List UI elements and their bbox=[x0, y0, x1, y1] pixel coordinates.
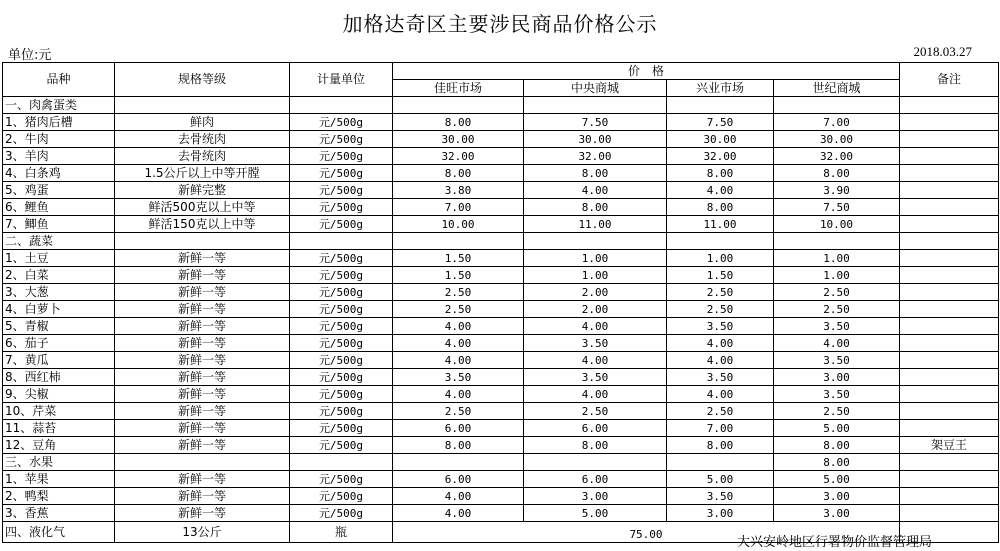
price-cell: 3.00 bbox=[774, 369, 900, 386]
item-name: 7、黄瓜 bbox=[3, 352, 115, 369]
item-spec: 鲜肉 bbox=[115, 114, 290, 131]
item-unit: 元/500g bbox=[290, 505, 393, 522]
item-note bbox=[900, 182, 999, 199]
empty-cell bbox=[900, 97, 999, 114]
item-spec: 1.5公斤以上中等开膛 bbox=[115, 165, 290, 182]
price-cell: 4.00 bbox=[524, 318, 667, 335]
item-name: 3、香蕉 bbox=[3, 505, 115, 522]
price-cell: 2.50 bbox=[774, 284, 900, 301]
section-row bbox=[3, 97, 999, 114]
price-cell: 6.00 bbox=[393, 471, 524, 488]
item-spec: 新鲜一等 bbox=[115, 250, 290, 267]
price-cell: 2.50 bbox=[393, 301, 524, 318]
empty-cell bbox=[900, 233, 999, 250]
item-name: 4、白萝卜 bbox=[3, 301, 115, 318]
table-row bbox=[3, 114, 999, 131]
price-cell: 2.00 bbox=[524, 301, 667, 318]
item-name: 12、豆角 bbox=[3, 437, 115, 454]
price-cell: 2.50 bbox=[667, 301, 774, 318]
price-cell: 3.50 bbox=[524, 369, 667, 386]
price-cell: 3.00 bbox=[774, 488, 900, 505]
price-cell: 5.00 bbox=[524, 505, 667, 522]
item-spec: 新鲜一等 bbox=[115, 352, 290, 369]
price-cell: 4.00 bbox=[393, 386, 524, 403]
price-cell: 3.00 bbox=[667, 505, 774, 522]
price-cell: 6.00 bbox=[524, 471, 667, 488]
table-row bbox=[3, 199, 999, 216]
price-cell: 2.50 bbox=[524, 403, 667, 420]
empty-cell bbox=[115, 454, 290, 471]
price-cell: 8.00 bbox=[393, 437, 524, 454]
page-title: 加格达奇区主要涉民商品价格公示 bbox=[342, 12, 658, 36]
table-row bbox=[3, 471, 999, 488]
price-cell: 8.00 bbox=[667, 199, 774, 216]
price-cell: 3.80 bbox=[393, 182, 524, 199]
price-cell: 75.00 bbox=[393, 522, 900, 543]
item-note bbox=[900, 301, 999, 318]
price-cell: 8.00 bbox=[524, 437, 667, 454]
price-cell bbox=[524, 233, 667, 250]
price-cell: 1.50 bbox=[667, 267, 774, 284]
table-row bbox=[3, 437, 999, 454]
empty-cell bbox=[900, 454, 999, 471]
item-spec: 去骨统肉 bbox=[115, 148, 290, 165]
item-unit: 元/500g bbox=[290, 114, 393, 131]
header-note: 备注 bbox=[900, 63, 999, 97]
item-note bbox=[900, 505, 999, 522]
price-cell: 4.00 bbox=[667, 335, 774, 352]
price-cell: 30.00 bbox=[524, 131, 667, 148]
price-cell: 30.00 bbox=[774, 131, 900, 148]
table-row bbox=[3, 165, 999, 182]
item-note bbox=[900, 420, 999, 437]
item-note bbox=[900, 284, 999, 301]
empty-cell bbox=[290, 97, 393, 114]
item-name: 7、鲫鱼 bbox=[3, 216, 115, 233]
price-cell: 3.50 bbox=[774, 386, 900, 403]
item-unit: 元/500g bbox=[290, 250, 393, 267]
price-cell: 1.50 bbox=[393, 250, 524, 267]
item-note bbox=[900, 352, 999, 369]
price-cell: 8.00 bbox=[393, 114, 524, 131]
price-cell bbox=[524, 97, 667, 114]
item-note bbox=[900, 488, 999, 505]
item-name: 2、白菜 bbox=[3, 267, 115, 284]
price-cell bbox=[667, 97, 774, 114]
header-variety: 品种 bbox=[3, 63, 115, 97]
price-cell bbox=[524, 454, 667, 471]
price-cell: 6.00 bbox=[524, 420, 667, 437]
price-cell: 10.00 bbox=[393, 216, 524, 233]
price-cell bbox=[667, 454, 774, 471]
table-row bbox=[3, 505, 999, 522]
price-cell: 6.00 bbox=[393, 420, 524, 437]
price-table bbox=[2, 62, 999, 543]
price-cell bbox=[774, 233, 900, 250]
item-note bbox=[900, 114, 999, 131]
item-name: 四、液化气 bbox=[3, 522, 115, 543]
price-cell bbox=[774, 97, 900, 114]
price-cell: 5.00 bbox=[774, 420, 900, 437]
item-unit: 元/500g bbox=[290, 386, 393, 403]
table-row bbox=[3, 216, 999, 233]
header-unit: 计量单位 bbox=[290, 63, 393, 97]
price-cell: 3.90 bbox=[774, 182, 900, 199]
item-spec: 新鲜一等 bbox=[115, 505, 290, 522]
unit-label: 单位:元 bbox=[8, 48, 52, 63]
price-cell: 1.00 bbox=[774, 250, 900, 267]
item-unit: 元/500g bbox=[290, 182, 393, 199]
item-spec: 新鲜一等 bbox=[115, 267, 290, 284]
item-unit: 元/500g bbox=[290, 284, 393, 301]
item-spec: 新鲜一等 bbox=[115, 318, 290, 335]
section-title: 一、肉禽蛋类 bbox=[3, 97, 115, 114]
price-cell: 30.00 bbox=[393, 131, 524, 148]
table-row bbox=[3, 488, 999, 505]
price-cell: 2.50 bbox=[393, 403, 524, 420]
item-unit: 元/500g bbox=[290, 199, 393, 216]
footer-issuer: 大兴安岭地区行署物价监督管理局 bbox=[736, 535, 932, 550]
item-unit: 元/500g bbox=[290, 216, 393, 233]
item-unit: 元/500g bbox=[290, 471, 393, 488]
item-spec: 新鲜一等 bbox=[115, 369, 290, 386]
item-spec: 新鲜一等 bbox=[115, 471, 290, 488]
item-spec: 新鲜完整 bbox=[115, 182, 290, 199]
price-cell: 30.00 bbox=[667, 131, 774, 148]
table-row bbox=[3, 250, 999, 267]
item-name: 4、白条鸡 bbox=[3, 165, 115, 182]
item-name: 1、苹果 bbox=[3, 471, 115, 488]
table-row bbox=[3, 301, 999, 318]
table-row bbox=[3, 420, 999, 437]
item-unit: 元/500g bbox=[290, 165, 393, 182]
table-row bbox=[3, 267, 999, 284]
item-note bbox=[900, 403, 999, 420]
header-market: 兴业市场 bbox=[667, 80, 774, 97]
item-unit: 元/500g bbox=[290, 267, 393, 284]
empty-cell bbox=[290, 233, 393, 250]
price-cell: 3.50 bbox=[667, 488, 774, 505]
table-row bbox=[3, 335, 999, 352]
price-cell: 7.50 bbox=[774, 199, 900, 216]
item-unit: 元/500g bbox=[290, 131, 393, 148]
price-cell: 32.00 bbox=[524, 148, 667, 165]
price-cell: 7.00 bbox=[667, 420, 774, 437]
price-cell: 3.50 bbox=[393, 369, 524, 386]
price-cell: 7.50 bbox=[524, 114, 667, 131]
price-cell: 3.50 bbox=[524, 335, 667, 352]
empty-cell bbox=[115, 97, 290, 114]
table-row bbox=[3, 386, 999, 403]
table-row bbox=[3, 403, 999, 420]
item-spec: 鲜活150克以上中等 bbox=[115, 216, 290, 233]
item-name: 5、青椒 bbox=[3, 318, 115, 335]
item-note bbox=[900, 471, 999, 488]
price-cell: 32.00 bbox=[393, 148, 524, 165]
price-cell bbox=[393, 97, 524, 114]
item-unit: 元/500g bbox=[290, 369, 393, 386]
price-cell bbox=[393, 454, 524, 471]
price-cell: 4.00 bbox=[667, 386, 774, 403]
price-cell: 4.00 bbox=[393, 352, 524, 369]
price-cell: 2.50 bbox=[774, 403, 900, 420]
price-cell: 1.00 bbox=[774, 267, 900, 284]
price-cell: 2.50 bbox=[667, 284, 774, 301]
price-cell: 3.00 bbox=[524, 488, 667, 505]
item-name: 10、芹菜 bbox=[3, 403, 115, 420]
table-row bbox=[3, 318, 999, 335]
item-unit: 瓶 bbox=[290, 522, 393, 543]
item-note bbox=[900, 131, 999, 148]
price-cell: 4.00 bbox=[524, 352, 667, 369]
item-unit: 元/500g bbox=[290, 318, 393, 335]
item-spec: 新鲜一等 bbox=[115, 335, 290, 352]
item-unit: 元/500g bbox=[290, 437, 393, 454]
item-name: 3、大葱 bbox=[3, 284, 115, 301]
header-spec: 规格等级 bbox=[115, 63, 290, 97]
price-cell: 8.00 bbox=[774, 165, 900, 182]
price-cell: 2.50 bbox=[667, 403, 774, 420]
price-cell: 4.00 bbox=[667, 352, 774, 369]
price-cell: 1.50 bbox=[393, 267, 524, 284]
price-cell: 4.00 bbox=[393, 318, 524, 335]
item-spec: 新鲜一等 bbox=[115, 437, 290, 454]
section-row bbox=[3, 454, 999, 471]
item-name: 11、蒜苔 bbox=[3, 420, 115, 437]
price-cell: 4.00 bbox=[667, 182, 774, 199]
header-market: 世纪商城 bbox=[774, 80, 900, 97]
price-cell: 1.00 bbox=[524, 250, 667, 267]
item-note bbox=[900, 216, 999, 233]
price-cell bbox=[393, 233, 524, 250]
item-note bbox=[900, 335, 999, 352]
header-price: 价 格 bbox=[393, 63, 900, 80]
item-spec: 去骨统肉 bbox=[115, 131, 290, 148]
empty-cell bbox=[290, 454, 393, 471]
item-name: 1、猪肉后槽 bbox=[3, 114, 115, 131]
item-note bbox=[900, 267, 999, 284]
price-cell: 8.00 bbox=[774, 454, 900, 471]
item-note bbox=[900, 199, 999, 216]
item-unit: 元/500g bbox=[290, 488, 393, 505]
price-cell: 2.00 bbox=[524, 284, 667, 301]
item-spec: 13公斤 bbox=[115, 522, 290, 543]
price-cell: 11.00 bbox=[667, 216, 774, 233]
price-cell: 3.50 bbox=[667, 369, 774, 386]
item-spec: 新鲜一等 bbox=[115, 403, 290, 420]
table-row bbox=[3, 131, 999, 148]
table-row bbox=[3, 148, 999, 165]
item-spec: 新鲜一等 bbox=[115, 284, 290, 301]
price-cell: 8.00 bbox=[524, 165, 667, 182]
price-cell: 8.00 bbox=[393, 165, 524, 182]
item-note bbox=[900, 250, 999, 267]
price-cell: 3.50 bbox=[774, 318, 900, 335]
item-spec: 新鲜一等 bbox=[115, 386, 290, 403]
price-cell: 3.00 bbox=[774, 505, 900, 522]
price-cell: 2.50 bbox=[393, 284, 524, 301]
price-cell: 7.00 bbox=[393, 199, 524, 216]
item-unit: 元/500g bbox=[290, 148, 393, 165]
item-note bbox=[900, 318, 999, 335]
table-row bbox=[3, 182, 999, 199]
price-cell: 4.00 bbox=[774, 335, 900, 352]
price-cell: 4.00 bbox=[393, 488, 524, 505]
item-name: 2、鸭梨 bbox=[3, 488, 115, 505]
price-cell: 7.00 bbox=[774, 114, 900, 131]
price-cell: 32.00 bbox=[667, 148, 774, 165]
section-title: 三、水果 bbox=[3, 454, 115, 471]
item-note bbox=[900, 386, 999, 403]
header-market: 佳旺市场 bbox=[393, 80, 524, 97]
empty-cell bbox=[115, 233, 290, 250]
table-row bbox=[3, 284, 999, 301]
price-cell: 8.00 bbox=[667, 437, 774, 454]
price-cell: 4.00 bbox=[393, 505, 524, 522]
item-spec: 新鲜一等 bbox=[115, 420, 290, 437]
item-note: 架豆王 bbox=[900, 437, 999, 454]
price-cell bbox=[667, 233, 774, 250]
header-market: 中央商城 bbox=[524, 80, 667, 97]
item-spec: 新鲜一等 bbox=[115, 301, 290, 318]
price-cell: 32.00 bbox=[774, 148, 900, 165]
price-cell: 2.50 bbox=[774, 301, 900, 318]
item-name: 6、茄子 bbox=[3, 335, 115, 352]
price-cell: 4.00 bbox=[524, 386, 667, 403]
price-cell: 3.50 bbox=[667, 318, 774, 335]
item-spec: 鲜活500克以上中等 bbox=[115, 199, 290, 216]
price-cell: 1.00 bbox=[524, 267, 667, 284]
section-row bbox=[3, 233, 999, 250]
item-unit: 元/500g bbox=[290, 352, 393, 369]
price-cell: 7.50 bbox=[667, 114, 774, 131]
price-cell: 5.00 bbox=[774, 471, 900, 488]
item-note bbox=[900, 148, 999, 165]
item-name: 9、尖椒 bbox=[3, 386, 115, 403]
price-cell: 8.00 bbox=[774, 437, 900, 454]
price-cell: 4.00 bbox=[524, 182, 667, 199]
item-name: 1、土豆 bbox=[3, 250, 115, 267]
item-note bbox=[900, 369, 999, 386]
table-row bbox=[3, 352, 999, 369]
price-cell: 11.00 bbox=[524, 216, 667, 233]
price-cell: 10.00 bbox=[774, 216, 900, 233]
item-unit: 元/500g bbox=[290, 335, 393, 352]
item-unit: 元/500g bbox=[290, 301, 393, 318]
item-name: 8、西红柿 bbox=[3, 369, 115, 386]
item-note bbox=[900, 165, 999, 182]
item-spec: 新鲜一等 bbox=[115, 488, 290, 505]
section-title: 二、蔬菜 bbox=[3, 233, 115, 250]
price-cell: 4.00 bbox=[393, 335, 524, 352]
date-label: 2018.03.27 bbox=[913, 44, 972, 59]
item-unit: 元/500g bbox=[290, 420, 393, 437]
price-cell: 5.00 bbox=[667, 471, 774, 488]
item-name: 2、牛肉 bbox=[3, 131, 115, 148]
table-row bbox=[3, 369, 999, 386]
price-cell: 1.00 bbox=[667, 250, 774, 267]
item-name: 5、鸡蛋 bbox=[3, 182, 115, 199]
header-row bbox=[3, 63, 999, 80]
item-name: 3、羊肉 bbox=[3, 148, 115, 165]
item-name: 6、鲤鱼 bbox=[3, 199, 115, 216]
price-cell: 8.00 bbox=[667, 165, 774, 182]
item-unit: 元/500g bbox=[290, 403, 393, 420]
price-cell: 8.00 bbox=[524, 199, 667, 216]
price-cell: 3.50 bbox=[774, 352, 900, 369]
